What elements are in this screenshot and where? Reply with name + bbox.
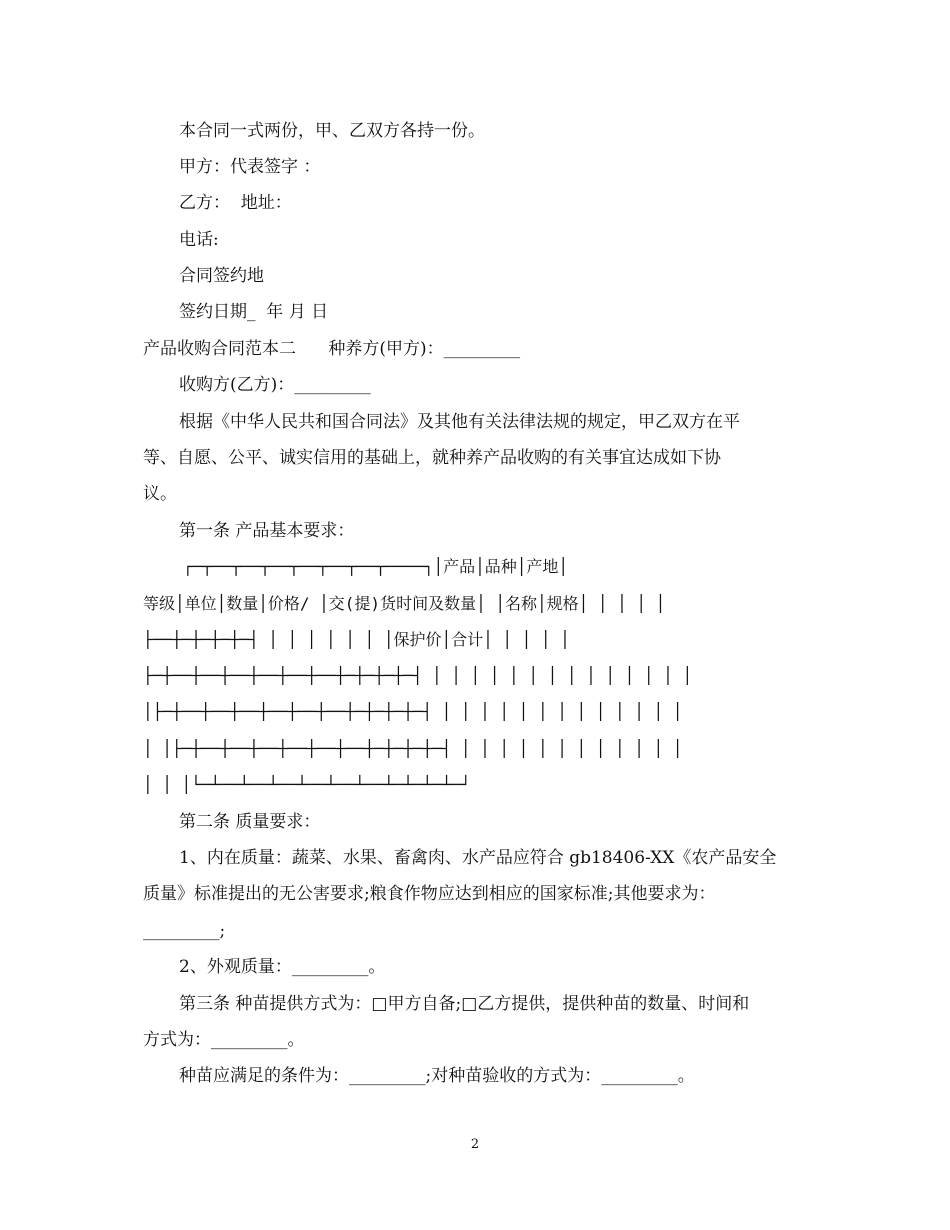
preamble-line-2: 等、自愿、公平、诚实信用的基础上，就种养产品收购的有关事宜达成如下协 [143, 448, 721, 468]
intrinsic-quality-line-3: _________; [143, 921, 226, 941]
appearance-quality-line: 2、外观质量：_________。 [179, 957, 386, 977]
table-row-1: ┌─┬──┬──┬──┬──┬──┬──┬────┐│产品│品种│产地│ [183, 557, 568, 576]
buyer-line: 收购方(乙方)：_________ [179, 375, 371, 395]
signing-date-line: 签约日期_ 年 月 日 [179, 302, 329, 322]
party-b-address-line: 乙方： 地址： [179, 193, 292, 213]
table-row-5: │├─┼──┼──┼──┼──┼──┼──┼─┼─┼─┼─┤ │ │ │ │ │ │ │ │ │ │ │ │ │ [143, 702, 683, 721]
party-a-signature-line: 甲方：代表签字 ： [179, 157, 321, 177]
article-2-heading: 第二条 质量要求： [179, 812, 321, 832]
signing-place-line: 合同签约地 [179, 266, 264, 286]
seedling-conditions-line: 种苗应满足的条件为：_________;对种苗验收的方式为：_________。 [179, 1066, 695, 1086]
table-row-6: │ │├─┼──┼──┼──┼──┼──┼──┼─┼─┼─┼─┤ │ │ │ │ │ │ │ │ │ │ │ │ [143, 739, 683, 758]
intrinsic-quality-line-1: 1、内在质量：蔬菜、水果、畜禽肉、水产品应符合 gb18406-XX《农产品安全 [179, 848, 777, 868]
article-3-line-2: 方式为：_________。 [143, 1030, 305, 1050]
table-row-3: ├──┼─┼─┼─┼─┤ │ │ │ │ │ │ │保护价│合计│ │ │ │ │ [143, 630, 570, 649]
phone-line: 电话: [179, 230, 219, 250]
preamble-line-1: 根据《中华人民共和国合同法》及其他有关法律法规的规定，甲乙双方在平 [179, 412, 740, 432]
article-3-line-1: 第三条 种苗提供方式为：□甲方自备;□乙方提供，提供种苗的数量、时间和 [179, 994, 750, 1014]
table-row-7: │ │ │└─┴──┴──┴──┴──┴──┴──┴─┴─┴─┴─┘ [143, 775, 471, 794]
table-row-4: ├─┼──┼──┼──┼──┼──┼──┼─┼─┼─┼─┤ │ │ │ │ │ │ │ │ │ │ │ │ │ │ [143, 666, 693, 685]
copies-clause: 本合同一式两份，甲、乙双方各持一份。 [179, 121, 485, 141]
intrinsic-quality-line-2: 质量》标准提出的无公害要求;粮食作物应达到相应的国家标准;其他要求为： [143, 884, 716, 904]
table-row-2: 等级│单位│数量│价格/ │交(提)货时间及数量│ │名称│规格│ │ │ │ │ [143, 594, 666, 613]
page-number: 2 [470, 1137, 480, 1152]
contract-title-line: 产品收购合同范本二 种养方(甲方)：_________ [143, 339, 521, 359]
article-1-heading: 第一条 产品基本要求： [179, 521, 355, 541]
preamble-line-3: 议。 [143, 484, 177, 504]
